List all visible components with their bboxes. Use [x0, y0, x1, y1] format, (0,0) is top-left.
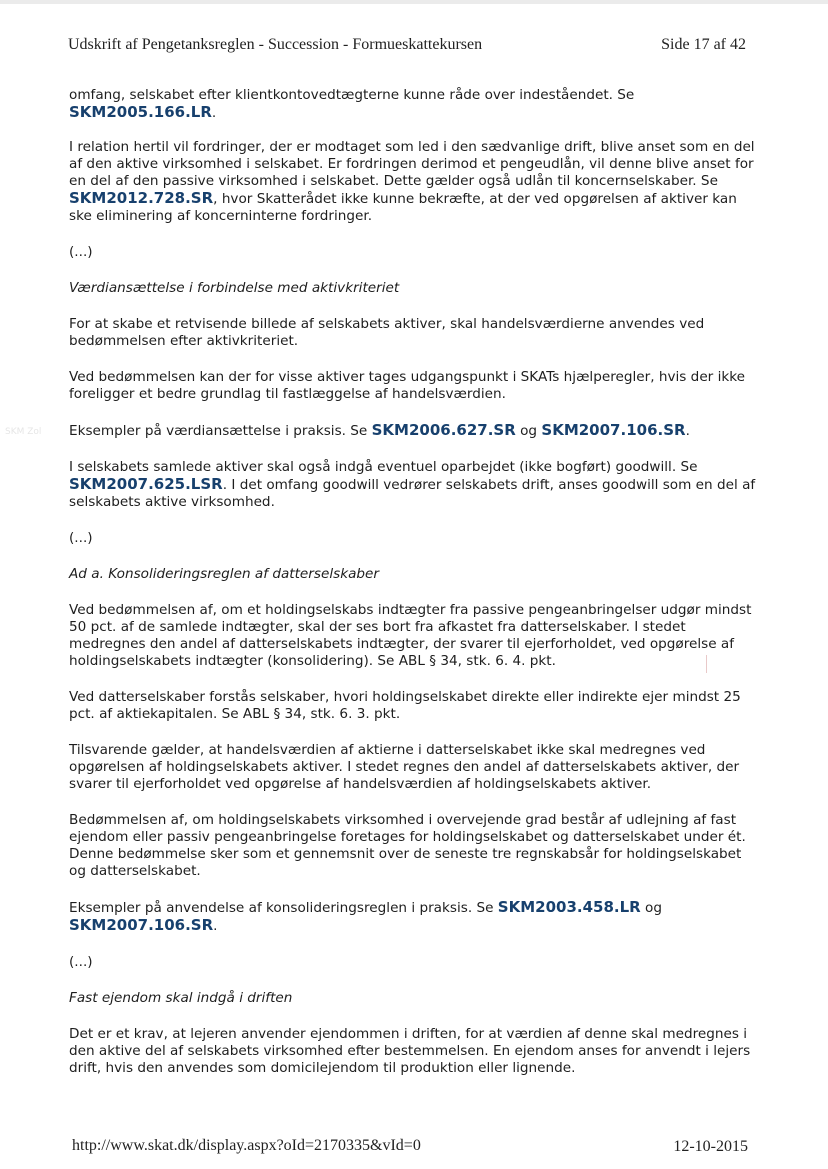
header-title: Udskrift af Pengetanksreglen - Succession - Formueskattekursen	[68, 36, 483, 53]
footer-url: http://www.skat.dk/display.aspx?oId=2170335&vId=0	[72, 1137, 421, 1154]
paragraph: Ved bedømmelsen af, om et holdingselskabs indtægter fra passive pengeanbringelser udgør mindst 50 pct. af de samlede indtægter, skal der ses bort fra afkastet fra datterselskaber. I stedet medregnes den andel af datterselskabets indtægter, der svarer til ejerforholdet, ved opgørelse af holdingselskabets indtægter (konsolidering). Se ABL § 34, stk. 6. 4. pkt.	[69, 602, 752, 669]
paragraph: Bedømmelsen af, om holdingselskabets virksomhed i overvejende grad består af udlejning af fast ejendom eller passiv pengeanbringelse foretages for holdingselskabet og datterselskabet under ét. Denne bedømmelse sker som et gennemsnit over de seneste tre regnskabsår for holdingselskabet og datterselskabet.	[69, 812, 746, 879]
reference-link[interactable]: SKM2007.625.LSR	[69, 475, 223, 493]
paragraph: Eksempler på anvendelse af konsolideringsreglen i praksis. Se SKM2003.458.LR og SKM2007.106.SR.	[69, 898, 662, 934]
paragraph: Ved bedømmelsen kan der for visse aktiver tages udgangspunkt i SKATs hjælperegler, hvis der ikke foreligger et bedre grundlag til fastlæggelse af handelsværdien.	[69, 369, 745, 402]
footer-date: 12-10-2015	[673, 1138, 748, 1155]
paragraph: For at skabe et retvisende billede af selskabets aktiver, skal handelsværdierne anvendes ved bedømmelsen efter aktivkriteriet.	[69, 316, 705, 349]
top-rule	[0, 0, 828, 4]
margin-line	[706, 655, 707, 673]
section-heading: Ad a. Konsolideringsreglen af datterselskaber	[69, 566, 379, 582]
paragraph: Ved datterselskaber forstås selskaber, hvori holdingselskabet direkte eller indirekte ejer mindst 25 pct. af aktiekapitalen. Se ABL § 34, stk. 6. 3. pkt.	[69, 689, 741, 722]
margin-mark: SKM Zol	[5, 427, 42, 437]
paragraph: I relation hertil vil fordringer, der er modtaget som led i den sædvanlige drift, blive anset som en del af den aktive virksomhed i selskabet. Er fordringen derimod et pengeudlån, vil denne blive anset for en del af den passive virksomhed i selskabet. Dette gælder også udlån til koncernselskaber. Se SKM2012.728.SR, hvor Skatterådet ikke kunne bekræfte, at der ved opgørelsen af aktiver kan ske eliminering af koncerninterne fordringer.	[69, 139, 755, 224]
ellipsis: (...)	[69, 244, 93, 260]
reference-link[interactable]: SKM2006.627.SR	[371, 421, 516, 439]
reference-link[interactable]: SKM2007.106.SR	[541, 421, 686, 439]
reference-link[interactable]: SKM2003.458.LR	[497, 898, 641, 916]
header-page-number: Side 17 af 42	[661, 36, 746, 53]
section-heading: Værdiansættelse i forbindelse med aktivkriteriet	[69, 280, 400, 296]
reference-link[interactable]: SKM2007.106.SR	[69, 916, 214, 934]
paragraph: Tilsvarende gælder, at handelsværdien af aktierne i datterselskabet ikke skal medregnes ved opgørelsen af holdingselskabets aktiver. I stedet regnes den andel af datterselskabets aktiver, der svarer til ejerforholdet ved opgørelse af handelsværdien af holdingselskabets aktiver.	[69, 742, 740, 792]
paragraph: I selskabets samlede aktiver skal også indgå eventuel oparbejdet (ikke bogført) goodwill. Se SKM2007.625.LSR. I det omfang goodwill vedrører selskabets drift, anses goodwill som en del af selskabets aktive virksomhed.	[69, 459, 756, 510]
reference-link[interactable]: SKM2012.728.SR	[69, 189, 214, 207]
paragraph: Det er et krav, at lejeren anvender ejendommen i driften, for at værdien af denne skal medregnes i den aktive del af selskabets virksomhed efter bestemmelsen. En ejendom anses for anvendt i lejers drift, hvis den anvendes som domicilejendom til produktion eller lignende.	[69, 1026, 751, 1076]
document-body	[69, 87, 759, 1096]
ellipsis: (...)	[69, 954, 93, 970]
reference-link[interactable]: SKM2005.166.LR	[69, 103, 212, 121]
section-heading: Fast ejendom skal indgå i driften	[69, 990, 293, 1006]
paragraph: Eksempler på værdiansættelse i praksis. Se SKM2006.627.SR og SKM2007.106.SR.	[69, 421, 690, 439]
ellipsis: (...)	[69, 530, 93, 546]
paragraph: omfang, selskabet efter klientkontovedtægterne kunne råde over indeståendet. Se SKM2005.166.LR.	[69, 87, 635, 121]
